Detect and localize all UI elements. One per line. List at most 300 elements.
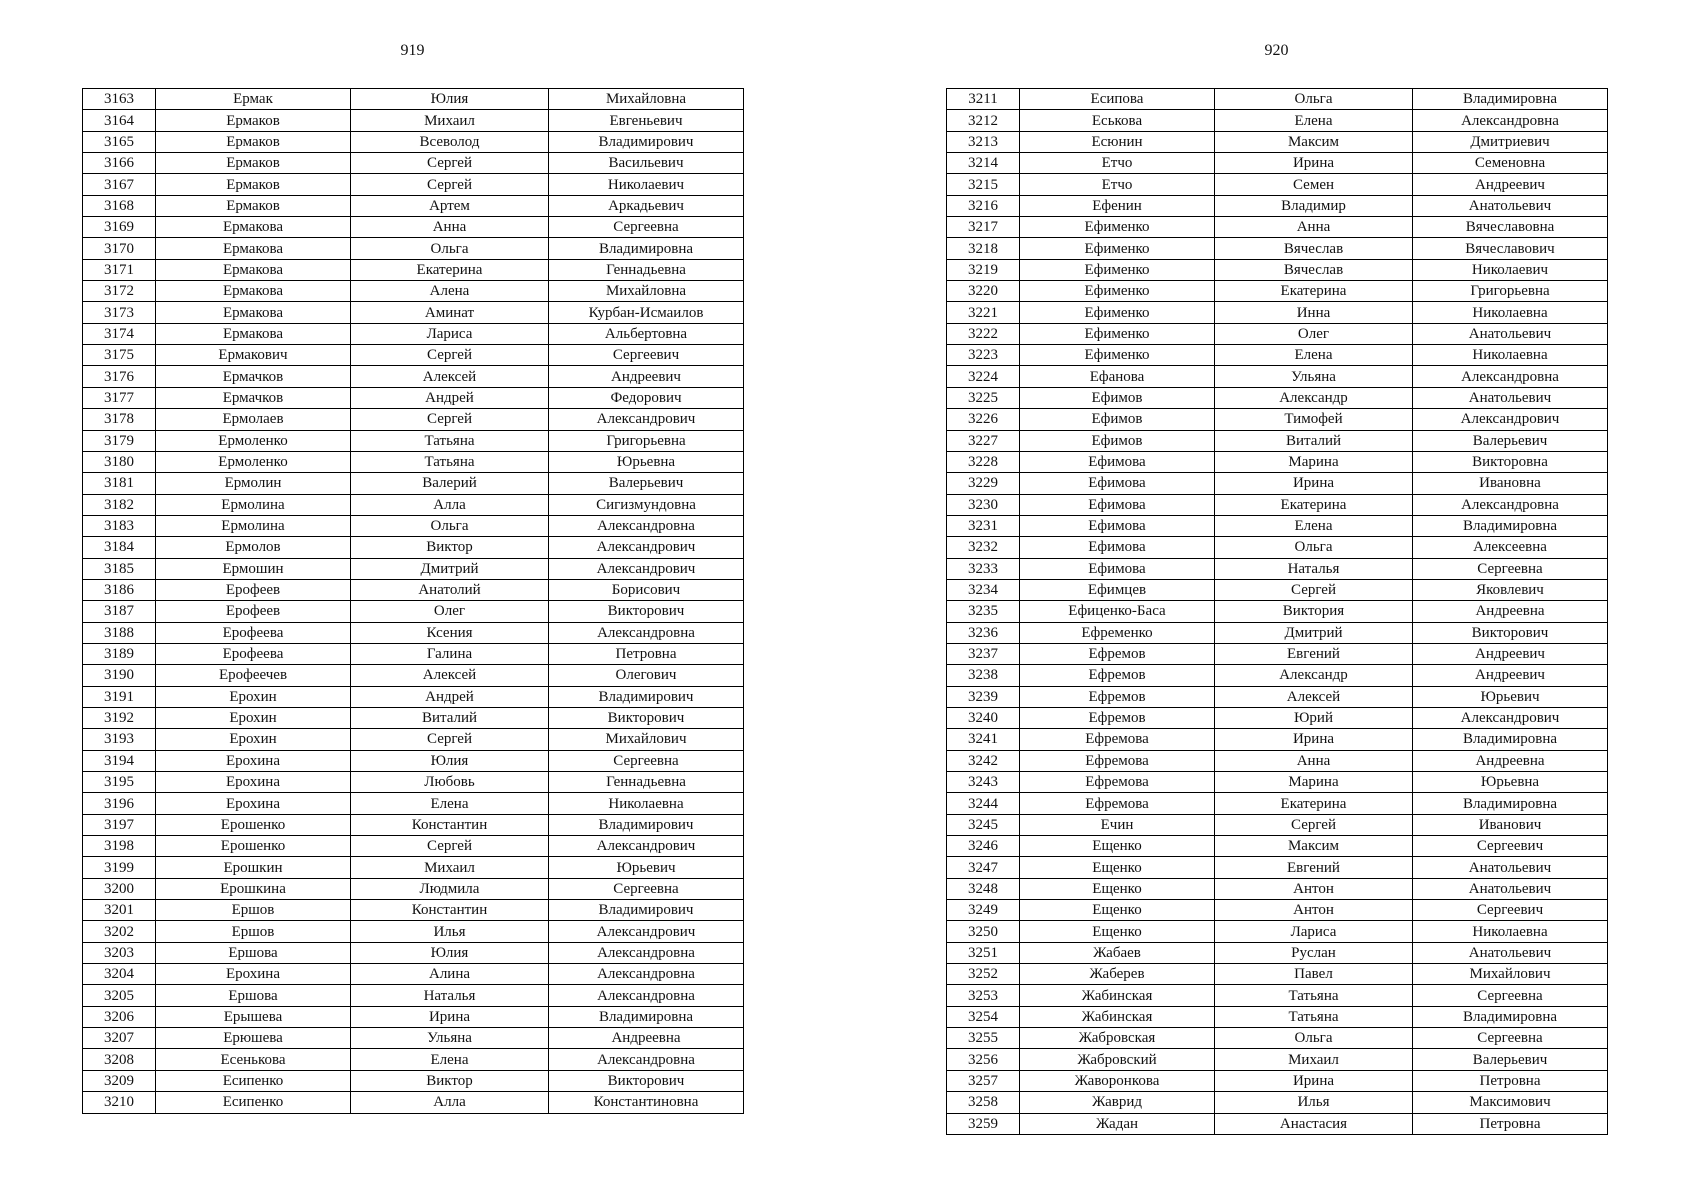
patronymic-cell: Дмитриевич xyxy=(1413,131,1608,152)
table-row xyxy=(947,665,1608,686)
record-number-cell: 3221 xyxy=(947,302,1020,323)
last-name-cell: Ефимцев xyxy=(1020,579,1215,600)
first-name-cell: Сергей xyxy=(351,153,549,174)
record-number-cell: 3166 xyxy=(83,153,156,174)
first-name-cell: Андрей xyxy=(351,686,549,707)
first-name-cell: Александр xyxy=(1215,665,1413,686)
table-row xyxy=(83,345,744,366)
first-name-cell: Максим xyxy=(1215,131,1413,152)
first-name-cell: Ксения xyxy=(351,622,549,643)
last-name-cell: Ермакова xyxy=(156,238,351,259)
table-row xyxy=(947,302,1608,323)
patronymic-cell: Вячеславовна xyxy=(1413,217,1608,238)
table-row xyxy=(947,985,1608,1006)
last-name-cell: Ерохин xyxy=(156,686,351,707)
table-row xyxy=(83,558,744,579)
last-name-cell: Ефимов xyxy=(1020,430,1215,451)
table-row xyxy=(947,857,1608,878)
record-number-cell: 3244 xyxy=(947,793,1020,814)
first-name-cell: Алексей xyxy=(351,665,549,686)
record-number-cell: 3226 xyxy=(947,409,1020,430)
last-name-cell: Ефременко xyxy=(1020,622,1215,643)
record-number-cell: 3259 xyxy=(947,1113,1020,1134)
last-name-cell: Ерохин xyxy=(156,707,351,728)
last-name-cell: Ермаков xyxy=(156,131,351,152)
last-name-cell: Ерюшева xyxy=(156,1028,351,1049)
patronymic-cell: Федорович xyxy=(549,387,744,408)
record-number-cell: 3235 xyxy=(947,601,1020,622)
table-row xyxy=(947,174,1608,195)
table-row xyxy=(83,110,744,131)
patronymic-cell: Николаевич xyxy=(1413,259,1608,280)
last-name-cell: Ефремов xyxy=(1020,643,1215,664)
record-number-cell: 3224 xyxy=(947,366,1020,387)
patronymic-cell: Юрьевич xyxy=(1413,686,1608,707)
last-name-cell: Ермолина xyxy=(156,494,351,515)
first-name-cell: Наталья xyxy=(351,985,549,1006)
record-number-cell: 3172 xyxy=(83,281,156,302)
table-row xyxy=(947,601,1608,622)
first-name-cell: Ольга xyxy=(351,515,549,536)
record-number-cell: 3210 xyxy=(83,1092,156,1113)
table-row xyxy=(83,814,744,835)
record-number-cell: 3249 xyxy=(947,900,1020,921)
last-name-cell: Ерошенко xyxy=(156,814,351,835)
patronymic-cell: Ивановна xyxy=(1413,473,1608,494)
last-name-cell: Ермакова xyxy=(156,259,351,280)
last-name-cell: Ефименко xyxy=(1020,217,1215,238)
table-row xyxy=(83,259,744,280)
last-name-cell: Ермачков xyxy=(156,387,351,408)
patronymic-cell: Владимирович xyxy=(549,131,744,152)
first-name-cell: Артем xyxy=(351,195,549,216)
patronymic-cell: Борисович xyxy=(549,579,744,600)
first-name-cell: Анастасия xyxy=(1215,1113,1413,1134)
first-name-cell: Сергей xyxy=(351,836,549,857)
patronymic-cell: Евгеньевич xyxy=(549,110,744,131)
patronymic-cell: Александрович xyxy=(549,558,744,579)
first-name-cell: Ульяна xyxy=(351,1028,549,1049)
last-name-cell: Есюнин xyxy=(1020,131,1215,152)
first-name-cell: Любовь xyxy=(351,772,549,793)
last-name-cell: Жабровская xyxy=(1020,1028,1215,1049)
first-name-cell: Юлия xyxy=(351,942,549,963)
first-name-cell: Сергей xyxy=(351,174,549,195)
patronymic-cell: Юрьевич xyxy=(549,857,744,878)
last-name-cell: Ермакова xyxy=(156,323,351,344)
first-name-cell: Всеволод xyxy=(351,131,549,152)
record-number-cell: 3196 xyxy=(83,793,156,814)
first-name-cell: Михаил xyxy=(351,110,549,131)
record-number-cell: 3213 xyxy=(947,131,1020,152)
last-name-cell: Ермолин xyxy=(156,473,351,494)
last-name-cell: Ефимова xyxy=(1020,451,1215,472)
record-number-cell: 3186 xyxy=(83,579,156,600)
table-row xyxy=(83,494,744,515)
table-row xyxy=(947,366,1608,387)
patronymic-cell: Викторович xyxy=(549,1070,744,1091)
patronymic-cell: Петровна xyxy=(549,643,744,664)
patronymic-cell: Юрьевна xyxy=(1413,772,1608,793)
patronymic-cell: Николаевна xyxy=(1413,302,1608,323)
record-number-cell: 3246 xyxy=(947,836,1020,857)
last-name-cell: Ерохин xyxy=(156,729,351,750)
record-number-cell: 3184 xyxy=(83,537,156,558)
first-name-cell: Ирина xyxy=(1215,729,1413,750)
last-name-cell: Ерохина xyxy=(156,964,351,985)
record-number-cell: 3206 xyxy=(83,1006,156,1027)
table-row xyxy=(947,259,1608,280)
record-number-cell: 3251 xyxy=(947,942,1020,963)
record-number-cell: 3191 xyxy=(83,686,156,707)
table-row xyxy=(83,707,744,728)
first-name-cell: Сергей xyxy=(1215,814,1413,835)
table-row xyxy=(83,1070,744,1091)
first-name-cell: Илья xyxy=(1215,1092,1413,1113)
record-number-cell: 3229 xyxy=(947,473,1020,494)
first-name-cell: Марина xyxy=(1215,772,1413,793)
table-row xyxy=(947,217,1608,238)
patronymic-cell: Владимировна xyxy=(1413,89,1608,110)
record-number-cell: 3253 xyxy=(947,985,1020,1006)
table-row xyxy=(83,366,744,387)
patronymic-cell: Валерьевич xyxy=(1413,1049,1608,1070)
last-name-cell: Ефремов xyxy=(1020,707,1215,728)
last-name-cell: Ещенко xyxy=(1020,900,1215,921)
record-number-cell: 3238 xyxy=(947,665,1020,686)
table-row xyxy=(83,579,744,600)
record-number-cell: 3228 xyxy=(947,451,1020,472)
first-name-cell: Сергей xyxy=(1215,579,1413,600)
record-number-cell: 3245 xyxy=(947,814,1020,835)
last-name-cell: Ефименко xyxy=(1020,302,1215,323)
first-name-cell: Елена xyxy=(1215,515,1413,536)
first-name-cell: Виталий xyxy=(1215,430,1413,451)
record-number-cell: 3227 xyxy=(947,430,1020,451)
last-name-cell: Есипова xyxy=(1020,89,1215,110)
record-number-cell: 3203 xyxy=(83,942,156,963)
record-number-cell: 3247 xyxy=(947,857,1020,878)
table-row xyxy=(83,686,744,707)
patronymic-cell: Александрович xyxy=(549,921,744,942)
patronymic-cell: Александрович xyxy=(549,537,744,558)
patronymic-cell: Сергеевна xyxy=(549,750,744,771)
last-name-cell: Ерохина xyxy=(156,750,351,771)
first-name-cell: Екатерина xyxy=(351,259,549,280)
table-row xyxy=(947,729,1608,750)
last-name-cell: Ермоленко xyxy=(156,451,351,472)
last-name-cell: Ерофеева xyxy=(156,622,351,643)
table-row xyxy=(83,409,744,430)
last-name-cell: Ермачков xyxy=(156,366,351,387)
last-name-cell: Ермолина xyxy=(156,515,351,536)
patronymic-cell: Аркадьевич xyxy=(549,195,744,216)
table-row xyxy=(947,1070,1608,1091)
last-name-cell: Ершов xyxy=(156,921,351,942)
last-name-cell: Ермолов xyxy=(156,537,351,558)
patronymic-cell: Николаевна xyxy=(549,793,744,814)
patronymic-cell: Николаевна xyxy=(1413,921,1608,942)
last-name-cell: Жабинская xyxy=(1020,1006,1215,1027)
patronymic-cell: Александрович xyxy=(1413,409,1608,430)
table-row xyxy=(83,985,744,1006)
patronymic-cell: Михайловна xyxy=(549,89,744,110)
first-name-cell: Александр xyxy=(1215,387,1413,408)
last-name-cell: Ерышева xyxy=(156,1006,351,1027)
record-number-cell: 3223 xyxy=(947,345,1020,366)
record-number-cell: 3189 xyxy=(83,643,156,664)
record-number-cell: 3183 xyxy=(83,515,156,536)
patronymic-cell: Александрович xyxy=(549,836,744,857)
first-name-cell: Елена xyxy=(1215,345,1413,366)
patronymic-cell: Андреевна xyxy=(549,1028,744,1049)
table-row xyxy=(947,900,1608,921)
patronymic-cell: Яковлевич xyxy=(1413,579,1608,600)
patronymic-cell: Андреевна xyxy=(1413,750,1608,771)
patronymic-cell: Андреевич xyxy=(1413,665,1608,686)
table-row xyxy=(947,409,1608,430)
table-row xyxy=(83,1049,744,1070)
table-row xyxy=(947,515,1608,536)
record-number-cell: 3216 xyxy=(947,195,1020,216)
record-number-cell: 3240 xyxy=(947,707,1020,728)
first-name-cell: Наталья xyxy=(1215,558,1413,579)
patronymic-cell: Александрович xyxy=(549,409,744,430)
patronymic-cell: Геннадьевна xyxy=(549,772,744,793)
last-name-cell: Жаворонкова xyxy=(1020,1070,1215,1091)
record-number-cell: 3204 xyxy=(83,964,156,985)
table-row xyxy=(83,153,744,174)
last-name-cell: Етчо xyxy=(1020,174,1215,195)
record-number-cell: 3233 xyxy=(947,558,1020,579)
patronymic-cell: Александровна xyxy=(1413,366,1608,387)
first-name-cell: Аминат xyxy=(351,302,549,323)
table-row xyxy=(83,1006,744,1027)
table-row xyxy=(947,323,1608,344)
table-row xyxy=(947,238,1608,259)
patronymic-cell: Владимировна xyxy=(1413,729,1608,750)
first-name-cell: Алла xyxy=(351,494,549,515)
table-row xyxy=(947,814,1608,835)
table-row xyxy=(947,836,1608,857)
first-name-cell: Татьяна xyxy=(351,430,549,451)
table-row xyxy=(83,878,744,899)
first-name-cell: Валерий xyxy=(351,473,549,494)
patronymic-cell: Вячеславович xyxy=(1413,238,1608,259)
first-name-cell: Константин xyxy=(351,814,549,835)
patronymic-cell: Андреевич xyxy=(1413,174,1608,195)
first-name-cell: Людмила xyxy=(351,878,549,899)
first-name-cell: Сергей xyxy=(351,409,549,430)
first-name-cell: Виктория xyxy=(1215,601,1413,622)
table-row xyxy=(947,921,1608,942)
patronymic-cell: Владимировна xyxy=(1413,515,1608,536)
record-number-cell: 3214 xyxy=(947,153,1020,174)
table-row xyxy=(947,494,1608,515)
first-name-cell: Анна xyxy=(1215,750,1413,771)
register-body-left xyxy=(83,89,744,1114)
first-name-cell: Андрей xyxy=(351,387,549,408)
last-name-cell: Ещенко xyxy=(1020,878,1215,899)
last-name-cell: Ермошин xyxy=(156,558,351,579)
last-name-cell: Ермолаев xyxy=(156,409,351,430)
record-number-cell: 3257 xyxy=(947,1070,1020,1091)
first-name-cell: Владимир xyxy=(1215,195,1413,216)
first-name-cell: Дмитрий xyxy=(1215,622,1413,643)
first-name-cell: Михаил xyxy=(351,857,549,878)
table-row xyxy=(83,643,744,664)
last-name-cell: Ерошенко xyxy=(156,836,351,857)
last-name-cell: Ефиценко-Баса xyxy=(1020,601,1215,622)
record-number-cell: 3193 xyxy=(83,729,156,750)
record-number-cell: 3168 xyxy=(83,195,156,216)
patronymic-cell: Викторович xyxy=(1413,622,1608,643)
patronymic-cell: Александровна xyxy=(549,515,744,536)
record-number-cell: 3192 xyxy=(83,707,156,728)
table-row xyxy=(947,89,1608,110)
table-row xyxy=(947,686,1608,707)
patronymic-cell: Петровна xyxy=(1413,1070,1608,1091)
first-name-cell: Тимофей xyxy=(1215,409,1413,430)
record-number-cell: 3254 xyxy=(947,1006,1020,1027)
first-name-cell: Алина xyxy=(351,964,549,985)
table-row xyxy=(947,281,1608,302)
table-row xyxy=(947,110,1608,131)
table-row xyxy=(83,323,744,344)
table-row xyxy=(83,793,744,814)
record-number-cell: 3220 xyxy=(947,281,1020,302)
last-name-cell: Ерохина xyxy=(156,793,351,814)
patronymic-cell: Андреевич xyxy=(1413,643,1608,664)
table-row xyxy=(947,558,1608,579)
patronymic-cell: Григорьевна xyxy=(1413,281,1608,302)
first-name-cell: Анна xyxy=(351,217,549,238)
last-name-cell: Ефимова xyxy=(1020,494,1215,515)
first-name-cell: Виталий xyxy=(351,707,549,728)
patronymic-cell: Викторовна xyxy=(1413,451,1608,472)
first-name-cell: Максим xyxy=(1215,836,1413,857)
record-number-cell: 3209 xyxy=(83,1070,156,1091)
patronymic-cell: Иванович xyxy=(1413,814,1608,835)
record-number-cell: 3163 xyxy=(83,89,156,110)
last-name-cell: Жабаев xyxy=(1020,942,1215,963)
patronymic-cell: Алексеевна xyxy=(1413,537,1608,558)
first-name-cell: Олег xyxy=(1215,323,1413,344)
last-name-cell: Ермакович xyxy=(156,345,351,366)
table-row xyxy=(83,302,744,323)
first-name-cell: Константин xyxy=(351,900,549,921)
table-row xyxy=(83,131,744,152)
patronymic-cell: Альбертовна xyxy=(549,323,744,344)
record-number-cell: 3217 xyxy=(947,217,1020,238)
patronymic-cell: Владимирович xyxy=(549,814,744,835)
first-name-cell: Лариса xyxy=(351,323,549,344)
last-name-cell: Ерофеев xyxy=(156,601,351,622)
last-name-cell: Ещенко xyxy=(1020,857,1215,878)
record-number-cell: 3232 xyxy=(947,537,1020,558)
record-number-cell: 3236 xyxy=(947,622,1020,643)
first-name-cell: Юлия xyxy=(351,750,549,771)
patronymic-cell: Владимировна xyxy=(549,238,744,259)
patronymic-cell: Семеновна xyxy=(1413,153,1608,174)
last-name-cell: Жабинская xyxy=(1020,985,1215,1006)
patronymic-cell: Андреевич xyxy=(549,366,744,387)
first-name-cell: Лариса xyxy=(1215,921,1413,942)
patronymic-cell: Владимировна xyxy=(1413,793,1608,814)
first-name-cell: Инна xyxy=(1215,302,1413,323)
patronymic-cell: Геннадьевна xyxy=(549,259,744,280)
record-number-cell: 3197 xyxy=(83,814,156,835)
last-name-cell: Ефимова xyxy=(1020,537,1215,558)
patronymic-cell: Сигизмундовна xyxy=(549,494,744,515)
patronymic-cell: Александровна xyxy=(549,964,744,985)
last-name-cell: Ермаков xyxy=(156,110,351,131)
last-name-cell: Ефименко xyxy=(1020,281,1215,302)
patronymic-cell: Сергеевна xyxy=(1413,985,1608,1006)
first-name-cell: Виктор xyxy=(351,537,549,558)
last-name-cell: Ермаков xyxy=(156,195,351,216)
last-name-cell: Ермаков xyxy=(156,153,351,174)
first-name-cell: Евгений xyxy=(1215,857,1413,878)
last-name-cell: Ещенко xyxy=(1020,921,1215,942)
record-number-cell: 3201 xyxy=(83,900,156,921)
record-number-cell: 3248 xyxy=(947,878,1020,899)
last-name-cell: Ерофеечев xyxy=(156,665,351,686)
table-row xyxy=(83,665,744,686)
table-row xyxy=(83,601,744,622)
table-row xyxy=(947,643,1608,664)
patronymic-cell: Олегович xyxy=(549,665,744,686)
patronymic-cell: Анатольевич xyxy=(1413,942,1608,963)
last-name-cell: Ершов xyxy=(156,900,351,921)
last-name-cell: Ерофеева xyxy=(156,643,351,664)
last-name-cell: Жабровский xyxy=(1020,1049,1215,1070)
table-row xyxy=(947,707,1608,728)
table-row xyxy=(83,238,744,259)
patronymic-cell: Викторович xyxy=(549,707,744,728)
record-number-cell: 3256 xyxy=(947,1049,1020,1070)
last-name-cell: Ефанова xyxy=(1020,366,1215,387)
table-row xyxy=(947,793,1608,814)
last-name-cell: Ефремова xyxy=(1020,729,1215,750)
record-number-cell: 3218 xyxy=(947,238,1020,259)
first-name-cell: Сергей xyxy=(351,729,549,750)
last-name-cell: Ефимова xyxy=(1020,515,1215,536)
first-name-cell: Ольга xyxy=(1215,89,1413,110)
record-number-cell: 3174 xyxy=(83,323,156,344)
first-name-cell: Анатолий xyxy=(351,579,549,600)
page-number-left: 919 xyxy=(400,42,425,59)
table-row xyxy=(947,131,1608,152)
first-name-cell: Елена xyxy=(1215,110,1413,131)
last-name-cell: Ефремов xyxy=(1020,665,1215,686)
first-name-cell: Антон xyxy=(1215,900,1413,921)
last-name-cell: Ефименко xyxy=(1020,323,1215,344)
last-name-cell: Ефремова xyxy=(1020,772,1215,793)
patronymic-cell: Владимирович xyxy=(549,900,744,921)
first-name-cell: Юлия xyxy=(351,89,549,110)
patronymic-cell: Александровна xyxy=(549,942,744,963)
last-name-cell: Есенькова xyxy=(156,1049,351,1070)
record-number-cell: 3190 xyxy=(83,665,156,686)
table-row xyxy=(947,1006,1608,1027)
record-number-cell: 3243 xyxy=(947,772,1020,793)
record-number-cell: 3252 xyxy=(947,964,1020,985)
first-name-cell: Екатерина xyxy=(1215,494,1413,515)
table-row xyxy=(947,387,1608,408)
table-row xyxy=(83,473,744,494)
last-name-cell: Ефименко xyxy=(1020,345,1215,366)
